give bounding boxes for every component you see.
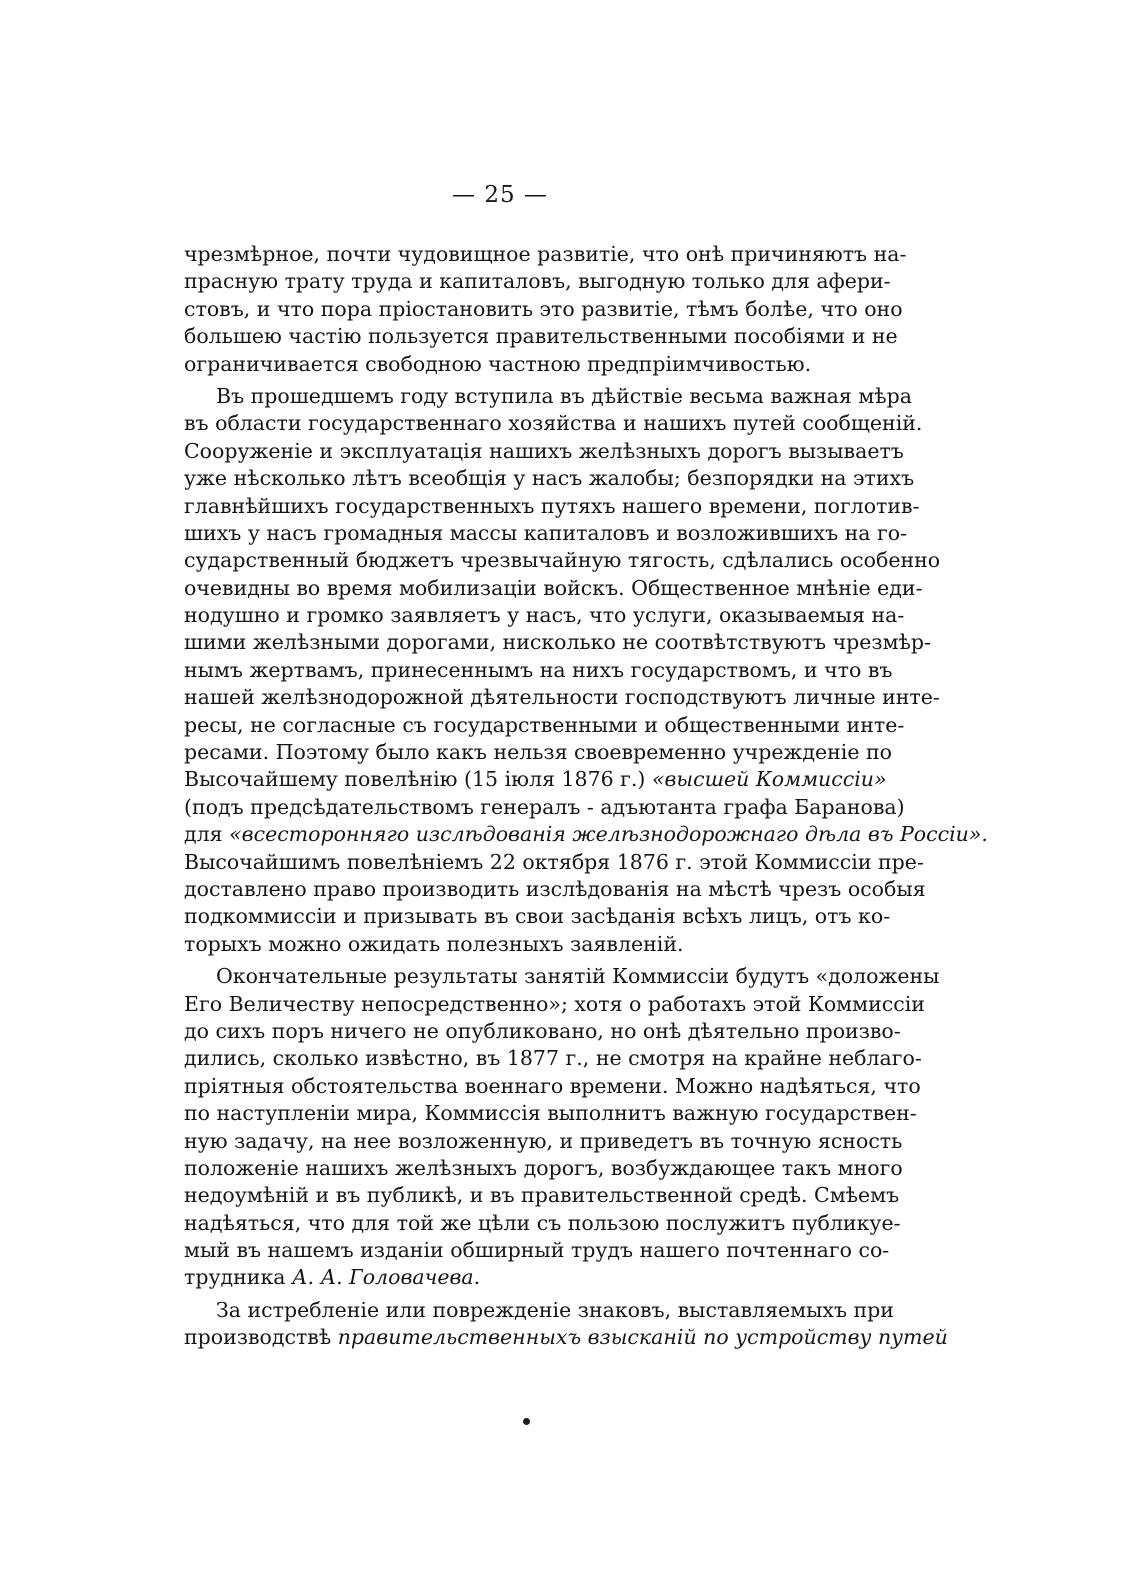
text-line bbox=[184, 1045, 922, 1072]
text-segment: нодушно и громко заявляетъ у насъ, что услуги, оказываемыя на- bbox=[184, 603, 905, 628]
text-line bbox=[184, 1018, 901, 1045]
text-segment: шими желѣзными дорогами, нисколько не соотвѣтствуютъ чрезмѣр- bbox=[184, 630, 931, 655]
text-segment: ограничивается свободною частною предпріимчивостью. bbox=[184, 351, 812, 376]
text-segment: мый въ нашемъ изданіи обширный трудъ нашего почтеннаго со- bbox=[184, 1238, 890, 1263]
text-line bbox=[184, 1237, 890, 1264]
text-segment: доставлено право производить изслѣдованія на мѣстѣ чрезъ особыя bbox=[184, 876, 926, 901]
text-segment: сударственный бюджетъ чрезвычайную тягость, сдѣлались особенно bbox=[184, 548, 941, 573]
text-line bbox=[184, 903, 891, 930]
text-segment: уже нѣсколько лѣтъ всеобщія у насъ жалобы; безпорядки на этихъ bbox=[184, 466, 915, 491]
text-line bbox=[184, 821, 988, 848]
text-line bbox=[184, 1182, 900, 1209]
text-line bbox=[184, 629, 931, 656]
text-line bbox=[184, 575, 923, 602]
text-line bbox=[184, 410, 923, 437]
text-line bbox=[184, 493, 920, 520]
text-segment: главнѣйшихъ государственныхъ путяхъ нашего времени, поглотив- bbox=[184, 493, 920, 518]
text-line bbox=[184, 1264, 836, 1291]
paragraph bbox=[184, 241, 907, 378]
text-segment: Высочайшимъ повелѣніемъ 22 октября 1876 г. этой Коммиссіи пре- bbox=[184, 849, 924, 874]
text-segment: до сихъ поръ ничего не опубликовано, но онѣ дѣятельно произво- bbox=[184, 1018, 901, 1043]
text-line bbox=[184, 712, 905, 739]
text-segment: шихъ у насъ громадныя массы капиталовъ и возложившихъ на го- bbox=[184, 520, 908, 545]
text-segment: торыхъ можно ожидать полезныхъ заявленій. bbox=[184, 931, 684, 956]
text-segment: нымъ жертвамъ, принесеннымъ на нихъ государствомъ, и что въ bbox=[184, 657, 893, 682]
text-line bbox=[184, 383, 912, 410]
text-line bbox=[184, 602, 905, 629]
text-segment: пріятныя обстоятельства военнаго времени. Можно надѣяться, что bbox=[184, 1073, 921, 1098]
text-segment: стовъ, и что пора пріостановить это развитіе, тѣмъ болѣе, что оно bbox=[184, 296, 903, 321]
text-line bbox=[184, 684, 940, 711]
text-line bbox=[184, 520, 908, 547]
text-segment: нашей желѣзнодорожной дѣятельности господствуютъ личные инте- bbox=[184, 685, 940, 710]
text-line bbox=[184, 1155, 903, 1182]
text-segment: производствѣ bbox=[184, 1325, 338, 1350]
text-line bbox=[184, 547, 941, 574]
text-line bbox=[184, 1100, 917, 1127]
text-line bbox=[184, 963, 940, 990]
text-line bbox=[184, 465, 915, 492]
text-segment: Въ прошедшемъ году вступила въ дѣйствіе весьма важная мѣра bbox=[216, 383, 912, 408]
paragraph bbox=[184, 1297, 948, 1352]
text-segment: трудника bbox=[184, 1265, 293, 1290]
text-segment: За истребленіе или поврежденіе знаковъ, выставляемыхъ при bbox=[216, 1297, 894, 1322]
text-segment: большею частію пользуется правительственными пособіями и не bbox=[184, 324, 898, 349]
text-segment: (подъ предсѣдательствомъ генералъ - адъютанта графа Баранова) bbox=[184, 794, 905, 819]
text-segment: Сооруженіе и эксплуатація нашихъ желѣзныхъ дорогъ вызываетъ bbox=[184, 438, 904, 463]
text-segment: недоумѣній и въ публикѣ, и въ правительственной средѣ. Смѣемъ bbox=[184, 1183, 900, 1208]
text-segment: ресами. Поэтому было какъ нельзя своевременно учрежденіе по bbox=[184, 740, 892, 765]
text-line bbox=[184, 876, 926, 903]
text-line bbox=[184, 991, 925, 1018]
text-segment: Окончательные результаты занятій Коммиссіи будутъ «доложены bbox=[216, 964, 940, 989]
text-line bbox=[184, 766, 887, 793]
text-segment: надѣяться, что для той же цѣли съ пользою послужитъ публикуе- bbox=[184, 1210, 901, 1235]
page-number: — 25 — bbox=[452, 182, 548, 208]
italic-text: правительственныхъ взысканій по устройству путей bbox=[337, 1325, 948, 1350]
text-line bbox=[184, 1073, 921, 1100]
text-segment: для bbox=[184, 822, 230, 847]
paragraph bbox=[184, 963, 940, 1292]
text-line bbox=[184, 1297, 894, 1324]
text-segment: по наступленіи мира, Коммиссія выполнитъ важную государствен- bbox=[184, 1101, 917, 1126]
text-line bbox=[184, 657, 893, 684]
text-segment: очевидны во время мобилизаціи войскъ. Общественное мнѣніе еди- bbox=[184, 575, 923, 600]
text-segment: Его Величеству непосредственно»; хотя о работахъ этой Коммиссіи bbox=[184, 991, 925, 1016]
text-segment: Высочайшему повелѣнію (15 іюля 1876 г.) bbox=[184, 767, 652, 792]
text-line bbox=[184, 1210, 901, 1237]
text-segment: подкоммиссіи и призывать въ свои засѣданія всѣхъ лицъ, отъ ко- bbox=[184, 904, 891, 929]
paragraph bbox=[184, 383, 988, 958]
italic-text: «всесторонняго изслѣдованія желѣзнодорожнаго дѣла въ Россіи». bbox=[229, 822, 988, 847]
italic-text: А. А. Головачева. bbox=[292, 1265, 481, 1290]
text-line bbox=[184, 241, 907, 268]
text-segment: дились, сколько извѣстно, въ 1877 г., не смотря на крайне неблаго- bbox=[184, 1046, 922, 1071]
text-segment: положеніе нашихъ желѣзныхъ дорогъ, возбуждающее такъ много bbox=[184, 1155, 903, 1180]
text-block bbox=[184, 241, 988, 1352]
text-line bbox=[184, 296, 903, 323]
italic-text: «высшей Коммиссіи» bbox=[651, 767, 887, 792]
text-line bbox=[184, 268, 891, 295]
text-line bbox=[184, 438, 904, 465]
text-line bbox=[184, 351, 836, 378]
text-line bbox=[184, 1128, 903, 1155]
text-segment: въ области государственнаго хозяйства и нашихъ путей сообщеній. bbox=[184, 411, 923, 436]
text-line bbox=[184, 739, 892, 766]
text-segment: ресы, не согласные съ государственными и общественными инте- bbox=[184, 712, 905, 737]
text-segment: чрезмѣрное, почти чудовищное развитіе, что онѣ причиняютъ на- bbox=[184, 242, 907, 266]
text-line bbox=[184, 931, 836, 958]
text-line bbox=[184, 794, 905, 821]
text-line bbox=[184, 849, 924, 876]
text-segment: ную задачу, на нее возложенную, и приведетъ въ точную ясность bbox=[184, 1128, 903, 1153]
text-segment: прасную трату труда и капиталовъ, выгодную только для афери- bbox=[184, 269, 891, 294]
print-speck bbox=[523, 1418, 530, 1425]
text-line bbox=[184, 1324, 948, 1351]
text-line bbox=[184, 323, 898, 350]
